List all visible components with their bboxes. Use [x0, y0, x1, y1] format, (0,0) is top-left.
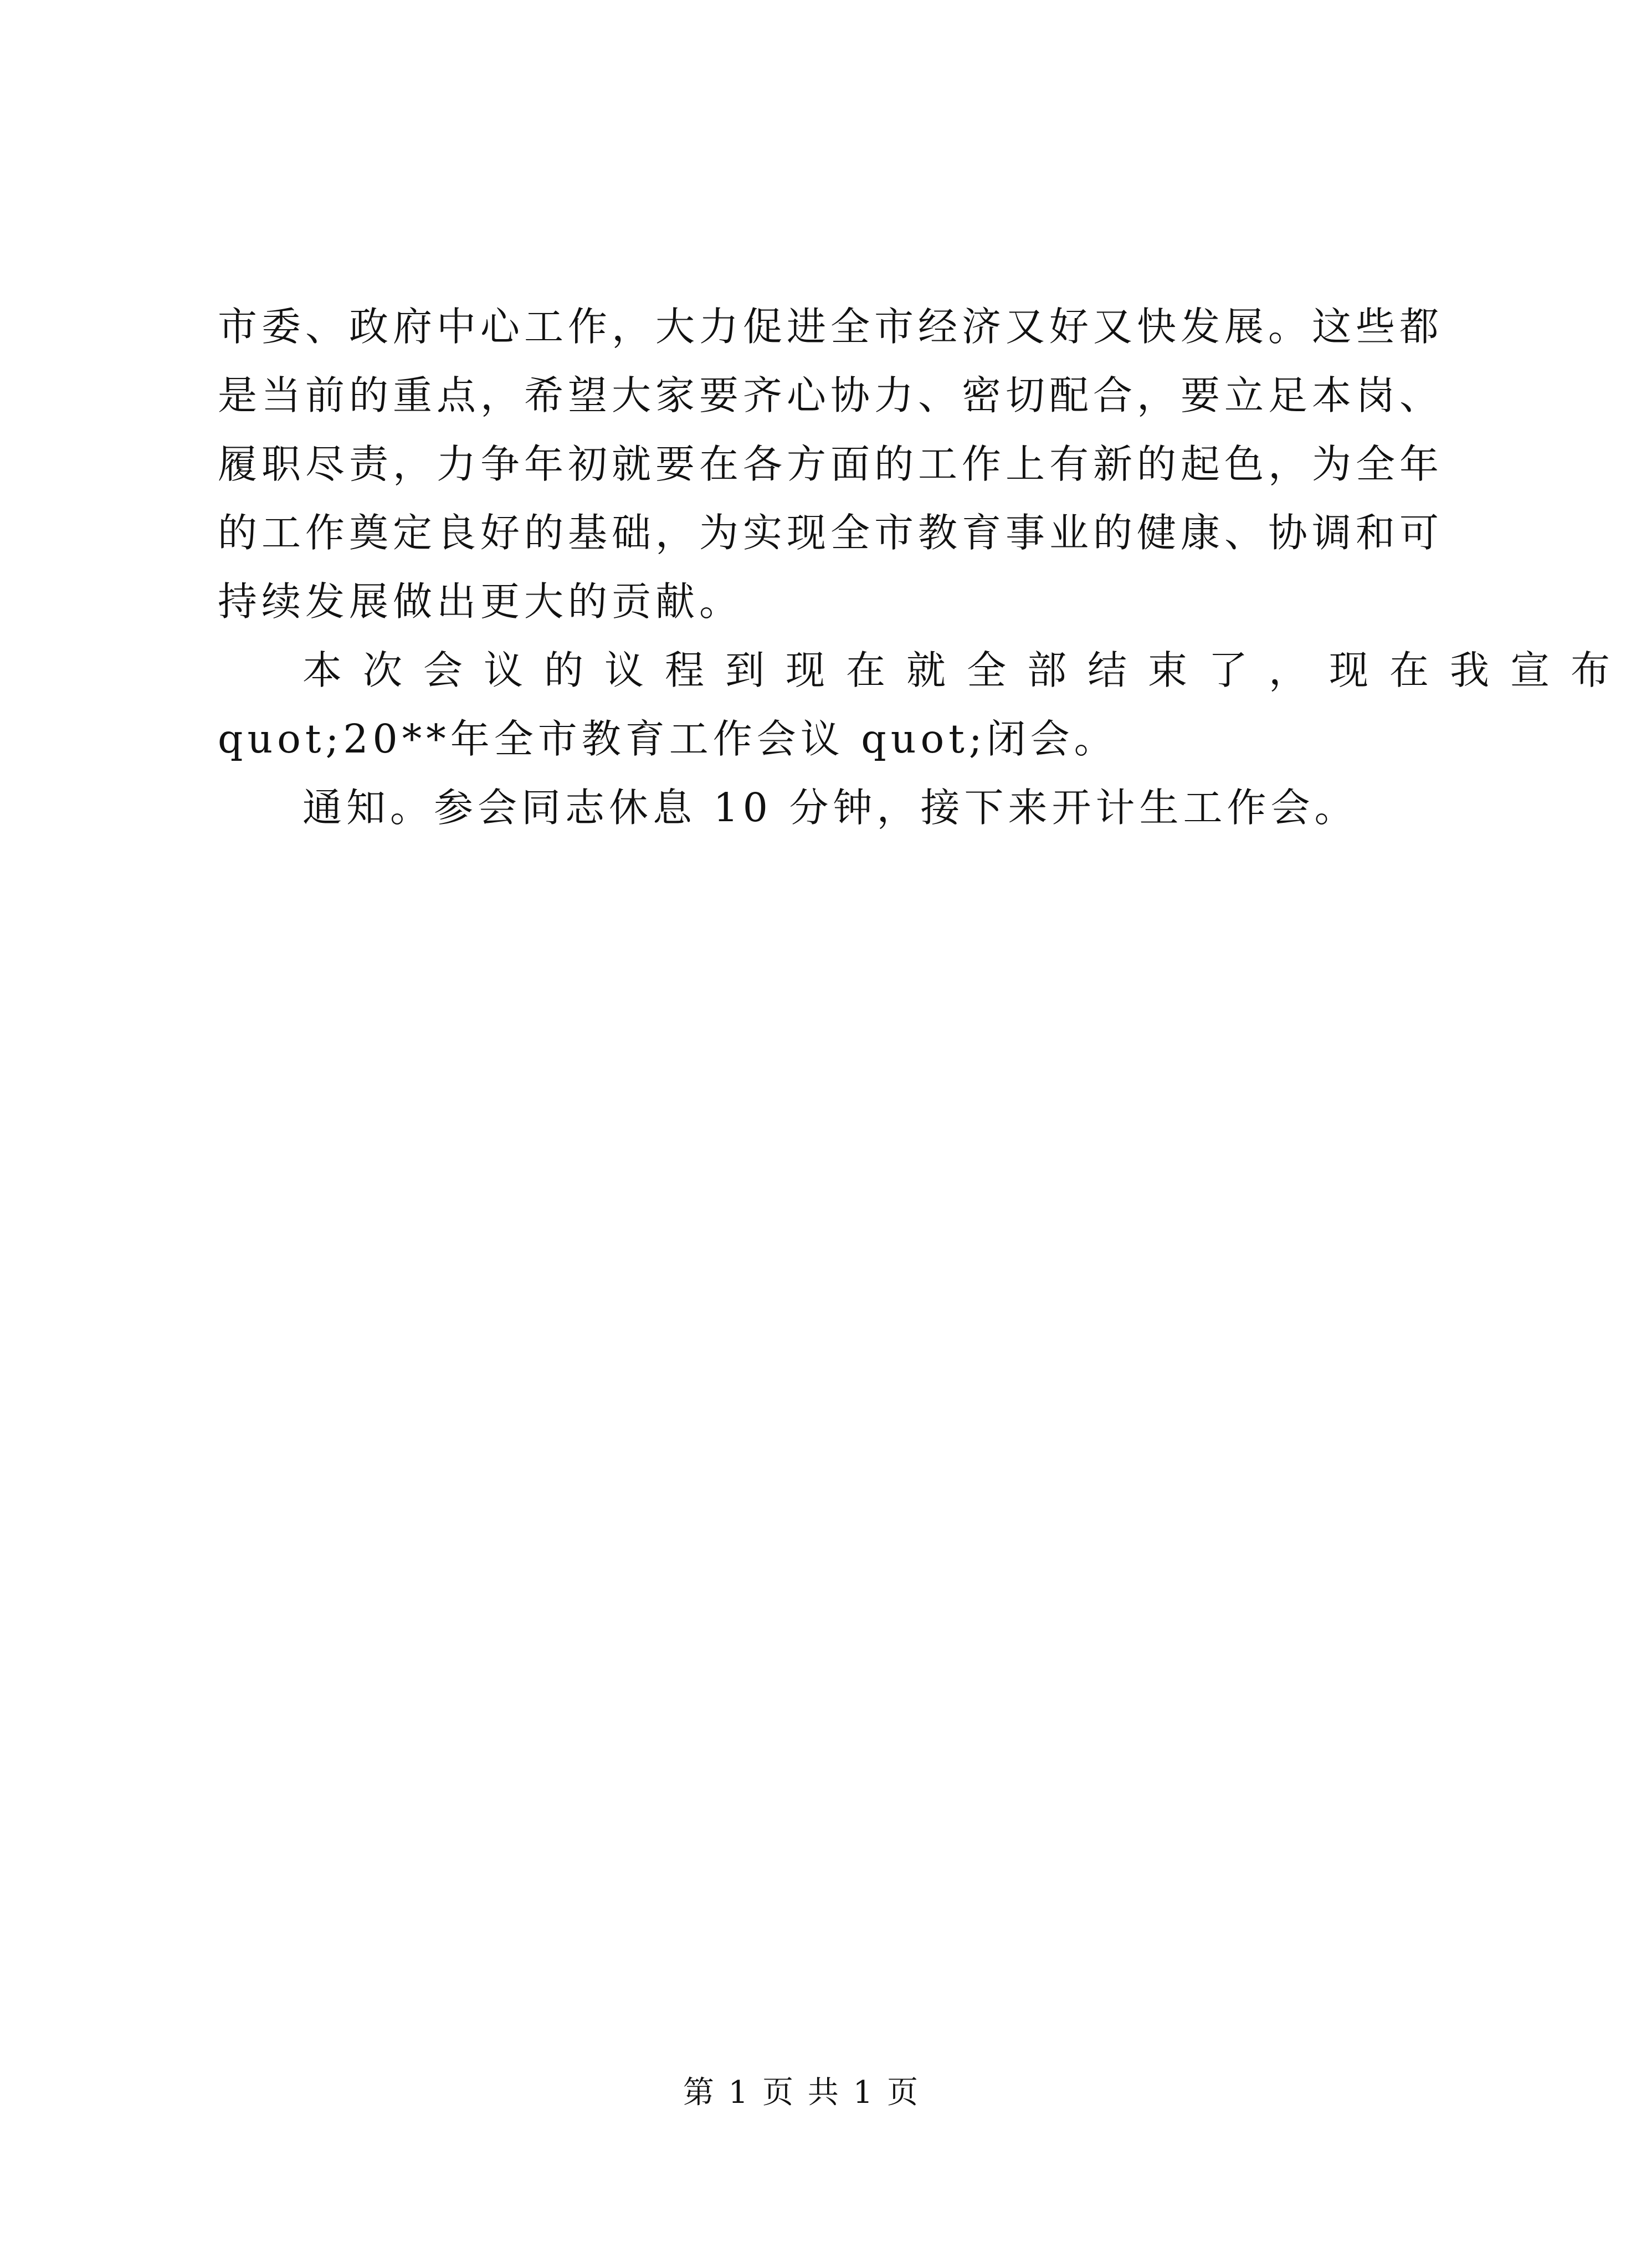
- page-footer: [0, 2071, 1603, 2115]
- page-number-label: 第 1 页 共 1 页: [683, 2075, 921, 2111]
- paragraph-3-line-1: 通知。参会同志休息 10 分钟，接下来开计生工作会。: [302, 785, 1358, 831]
- paragraph-2-line-2: quot;20**年全市教育工作会议 quot;闭会。: [218, 716, 1118, 762]
- paragraph-1-line-3: 履职尽责，力争年初就要在各方面的工作上有新的起色，为全年: [218, 441, 1444, 487]
- paragraph-1-line-4: 的工作奠定良好的基础，为实现全市教育事业的健康、协调和可: [218, 510, 1444, 556]
- paragraph-1-line-1: 市委、政府中心工作，大力促进全市经济又好又快发展。这些都: [218, 304, 1444, 350]
- paragraph-1-line-2: 是当前的重点，希望大家要齐心协力、密切配合，要立足本岗、: [218, 372, 1444, 418]
- paragraph-1-line-5: 持续发展做出更大的贡献。: [218, 578, 743, 624]
- document-body: [218, 293, 1631, 842]
- paragraph-2-line-1: 本次会议的议程到现在就全部结束了，现在我宣布: [302, 647, 1631, 693]
